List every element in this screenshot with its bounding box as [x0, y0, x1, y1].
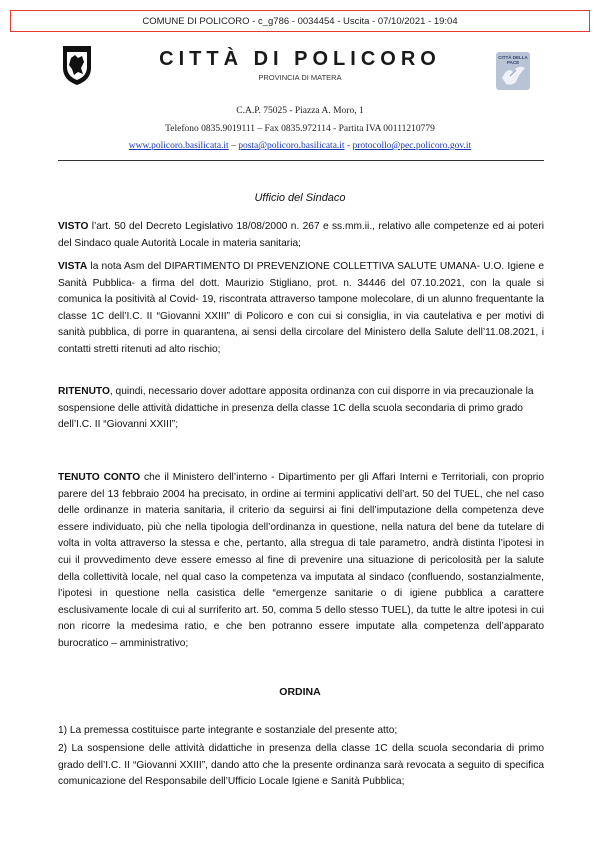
- address-line: C.A.P. 75025 - Piazza A. Moro, 1: [236, 106, 364, 116]
- links-separator-2: -: [344, 141, 353, 151]
- links-line: [0, 141, 600, 151]
- visto-keyword: VISTO: [58, 221, 89, 232]
- vista-keyword: VISTA: [58, 261, 88, 272]
- province-label: PROVINCIA DI MATERA: [258, 73, 342, 82]
- ordina-item-2: 2) La sospensione delle attività didattiche in presenza della classe 1C della scuola secondaria di primo grado dell’I.C. II “Giovanni XXIII”, dando atto che la presente ordinanza sarà revocata a seguito di specifica comunicazione del Responsabile dell’Ufficio Locale Igiene e Sanità Pubblica;: [58, 743, 544, 788]
- visto-paragraph: [58, 219, 544, 252]
- header-divider: [58, 160, 544, 161]
- contacts-line: Telefono 0835.9019111 – Fax 0835.972114 - Partita IVA 00111210779: [165, 124, 435, 134]
- office-title: Ufficio del Sindaco: [254, 192, 346, 204]
- ritenuto-text-2: sospensione delle attività didattiche in presenza della classe 1C della scuola secondaria di primo grado dell’I.C. II “Giovanni XXIII”;: [58, 402, 523, 431]
- tenuto-conto-text: che il Ministero dell’interno - Dipartimento per gli Affari Interni e Territoriali, con proprio parere del 13 febbraio 2004 ha precisato, in ordine ai termini applicativi dell’art. 50 del TUEL, che nel caso delle ordinanze in materia sanitaria, il criterio da seguirsi ai fini dell’imputazione della competenza deve essere individuato, più che nella tipologia dell’ordinanza in questione, nella natura del bene da tutelare di volta in volta attraverso la stessa e che, pertanto, alla stregua di tale parametro, andrà distinta l’ipotesi in cui il provvedimento deve essere emesso al fine di prevenire una situazione di pericolosità per la salute della collettività locale, nel qual caso la competenza va imputata al sindaco (confluendo, sostanzialmente, l’ipotesi in questione nella casistica delle “emergenze sanitarie o di igiene pubblica a carattere esclusivamente locale di cui al surriferito art. 50, comma 5 dello stesso TUEL), da tutte le altre ipotesi in cui non ricorre la medesima ratio, e che ben potranno essere imputate alla competenza dell’apparato burocratico – amministrativo;: [58, 472, 544, 649]
- coat-of-arms-logo: [60, 46, 94, 86]
- visto-text: l’art. 50 del Decreto Legislativo 18/08/2000 n. 267 e ss.mm.ii., relativo alle competenze ed ai poteri del Sindaco quale Autorità Locale in materia sanitaria;: [58, 221, 544, 249]
- city-title: CITTÀ DI POLICORO: [159, 48, 441, 70]
- tenuto-conto-paragraph: [58, 470, 544, 653]
- citta-della-pace-text: CITTÀ DELLA PACE: [498, 55, 528, 65]
- vista-paragraph: [58, 259, 544, 359]
- ordina-heading: ORDINA: [279, 686, 321, 698]
- links-separator-1: –: [228, 141, 239, 151]
- ordina-item-1: 1) La premessa costituisce parte integrante e sostanziale del presente atto;: [58, 725, 398, 736]
- pec-link[interactable]: protocollo@pec.policoro.gov.it: [352, 141, 472, 151]
- ritenuto-keyword: RITENUTO: [58, 386, 110, 397]
- tenuto-conto-keyword: TENUTO CONTO: [58, 472, 141, 483]
- email-link[interactable]: posta@policoro.basilicata.it: [238, 141, 345, 151]
- website-link[interactable]: www.policoro.basilicata.it: [128, 141, 229, 151]
- ritenuto-text-1: , quindi, necessario dover adottare apposita ordinanza con cui disporre in via precauzionale la: [109, 386, 534, 397]
- ritenuto-paragraph: [58, 384, 544, 434]
- citta-della-pace-logo: [496, 52, 530, 90]
- vista-text: la nota Asm del DIPARTIMENTO DI PREVENZIONE COLLETTIVA SALUTE UMANA- U.O. Igiene e Sanità Pubblica- a firma del dott. Maurizio Stigliano, prot. n. 34446 del 07.10.2021, con la quale si comunica la positività al Covid- 19, riscontrata attraverso tampone molecolare, di un alunno frequentante la classe 1C dell’I.C. II “Giovanni XXIII” di Policoro e con cui si consiglia, in via cautelativa e per motivi di sanità pubblica, di porre in quarantena, ai sensi della circolare del Ministero della Salute dell’11.08.2021, i contatti stretti ritenuti ad alto rischio;: [58, 261, 544, 355]
- protocol-stamp: [10, 10, 590, 32]
- protocol-stamp-text: COMUNE DI POLICORO - c_g786 - 0034454 - Uscita - 07/10/2021 - 19:04: [142, 15, 458, 27]
